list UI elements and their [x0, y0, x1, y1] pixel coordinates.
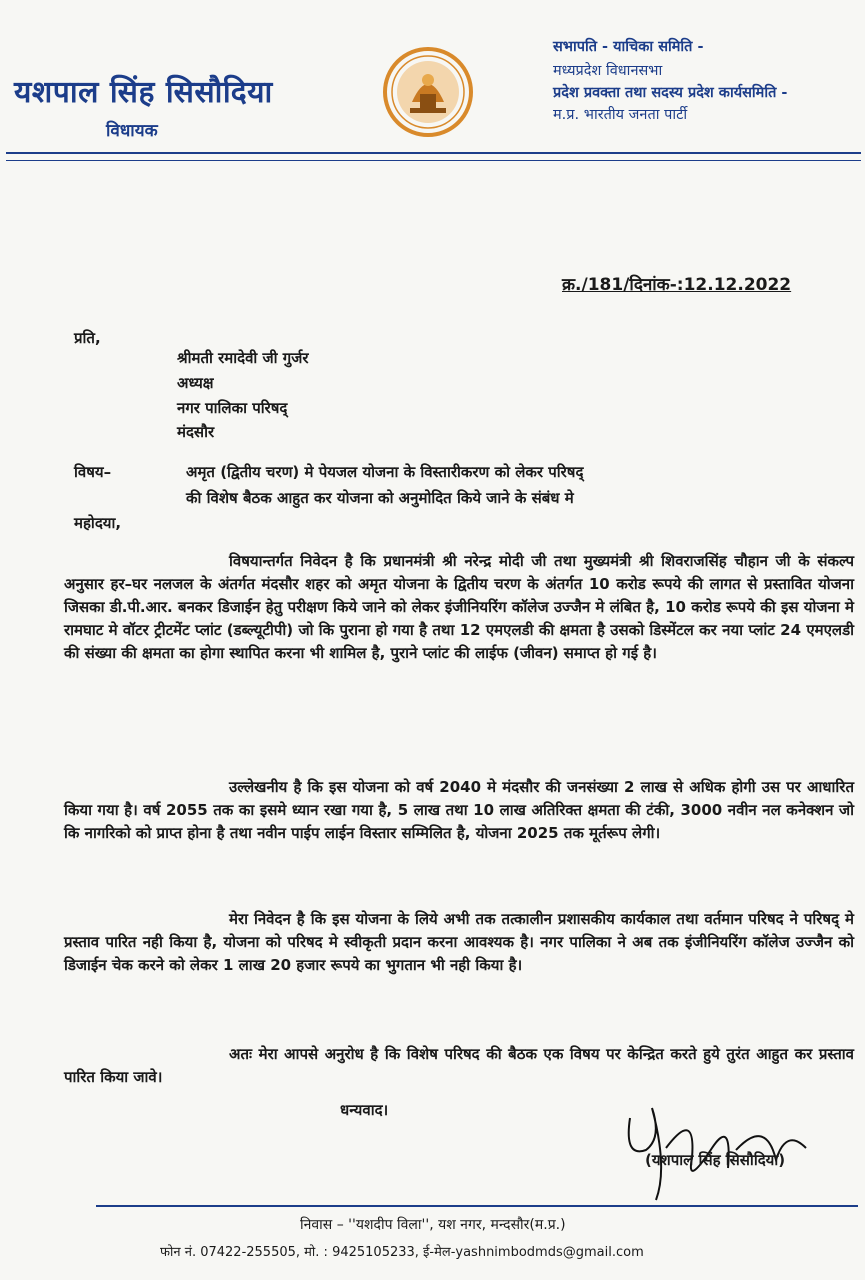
handwritten-signature [616, 1088, 826, 1208]
letterhead-designation: विधायक [106, 121, 158, 141]
paragraph-1-text: विषयान्तर्गत निवेदन है कि प्रधानमंत्री श्री नरेन्द्र मोदी जी तथा मुख्यमंत्री श्री शिवराजसिंह चौहान जी के संकल्प अनुसार हर–घर नलजल के अंतर्गत मंदसौर शहर को अमृत योजना के द्वितीय चरण के अंतर्गत 10 करोड रूपये की लागत से प्रस्तावित योजना जिसका डी.पी.आर. बनकर डिजाईन हेतु परीक्षण किये जाने को लेकर इंजीनियरिंग कॉलेज उज्जैन मे लंबित है, 10 करोड रूपये की इस योजना मे रामघाट मे वॉटर ट्रीटमेंट प्लांट (डब्ल्यूटीपी) जो कि पुराना हो गया है तथा 12 एमएलडी की क्षमता है उसको डिस्मेंटल कर नया प्लांट 24 एमएलडी की संख्या की क्षमता का होगा स्थापित करना भी शामिल है, पुराने प्लांट की लाईफ (जीवन) समाप्त हो गई है। [64, 552, 854, 662]
header-right-line-3: प्रदेश प्रवक्ता तथा सदस्य प्रदेश कार्यसमिति - [553, 85, 788, 101]
mp-emblem-icon [382, 46, 474, 138]
subject-line-2: की विशेष बैठक आहुत कर योजना को अनुमोदित किये जाने के संबंध मे [186, 489, 574, 507]
letterhead-name: यशपाल सिंह सिसौदिया [14, 75, 273, 110]
paragraph-2 [64, 776, 854, 845]
header-divider [6, 152, 861, 154]
paragraph-4-text: अतः मेरा आपसे अनुरोध है कि विशेष परिषद की बैठक एक विषय पर केन्द्रित करते हुये तुरंत आहुत कर प्रस्ताव पारित किया जावे। [64, 1045, 854, 1086]
footer-address: निवास – ''यशदीप विला'', यश नगर, मन्दसौर(म.प्र.) [300, 1217, 566, 1233]
header-divider-thin [6, 160, 861, 161]
paragraph-1 [64, 550, 854, 665]
paragraph-4 [64, 1043, 854, 1089]
recipient-line-4: मंदसौर [177, 423, 215, 441]
to-label: प्रति, [74, 329, 101, 347]
header-right-line-1: सभापति - याचिका समिति - [553, 39, 704, 55]
footer-divider [96, 1205, 858, 1207]
header-right-line-4: म.प्र. भारतीय जनता पार्टी [553, 107, 688, 123]
recipient-line-1: श्रीमती रमादेवी जी गुर्जर [177, 349, 309, 367]
salutation: महोदया, [74, 514, 122, 532]
header-right-line-2: मध्यप्रदेश विधानसभा [553, 63, 663, 79]
paragraph-3 [64, 908, 854, 977]
recipient-line-3: नगर पालिका परिषद् [177, 399, 288, 417]
subject-line-1: अमृत (द्वितीय चरण) मे पेयजल योजना के विस्तारीकरण को लेकर परिषद् [186, 463, 584, 481]
signatory-name: (यशपाल सिंह सिसौदिया) [645, 1151, 786, 1169]
reference-number: क्र./181/दिनांक-:12.12.2022 [562, 275, 792, 295]
recipient-line-2: अध्यक्ष [177, 374, 214, 392]
paragraph-2-text: उल्लेखनीय है कि इस योजना को वर्ष 2040 मे मंदसौर की जनसंख्या 2 लाख से अधिक होगी उस पर आधारित किया गया है। वर्ष 2055 तक का इसमे ध्यान रखा गया है, 5 लाख तथा 10 लाख अतिरिक्त क्षमता की टंकी, 3000 नवीन नल कनेक्शन जो कि नागरिको को प्राप्त होना है तथा नवीन पाईप लाईन विस्तार सम्मिलित है, योजना 2025 तक मूर्तरूप लेगी। [64, 778, 854, 842]
footer-contact: फोन नं. 07422-255505, मो. : 9425105233, ई-मेल-yashnimbodmds@gmail.com [160, 1245, 644, 1260]
subject-label: विषय– [74, 463, 112, 481]
paragraph-3-text: मेरा निवेदन है कि इस योजना के लिये अभी तक तत्कालीन प्रशासकीय कार्यकाल तथा वर्तमान परिषद ने परिषद् मे प्रस्ताव पारित नही किया है, योजना को परिषद मे स्वीकृती प्रदान करना आवश्यक है। नगर पालिका ने अब तक इंजीनियरिंग कॉलेज उज्जैन को डिजाईन चेक करने को लेकर 1 लाख 20 हजार रूपये का भुगतान भी नही किया है। [64, 910, 854, 974]
thanks: धन्यवाद। [340, 1101, 389, 1119]
